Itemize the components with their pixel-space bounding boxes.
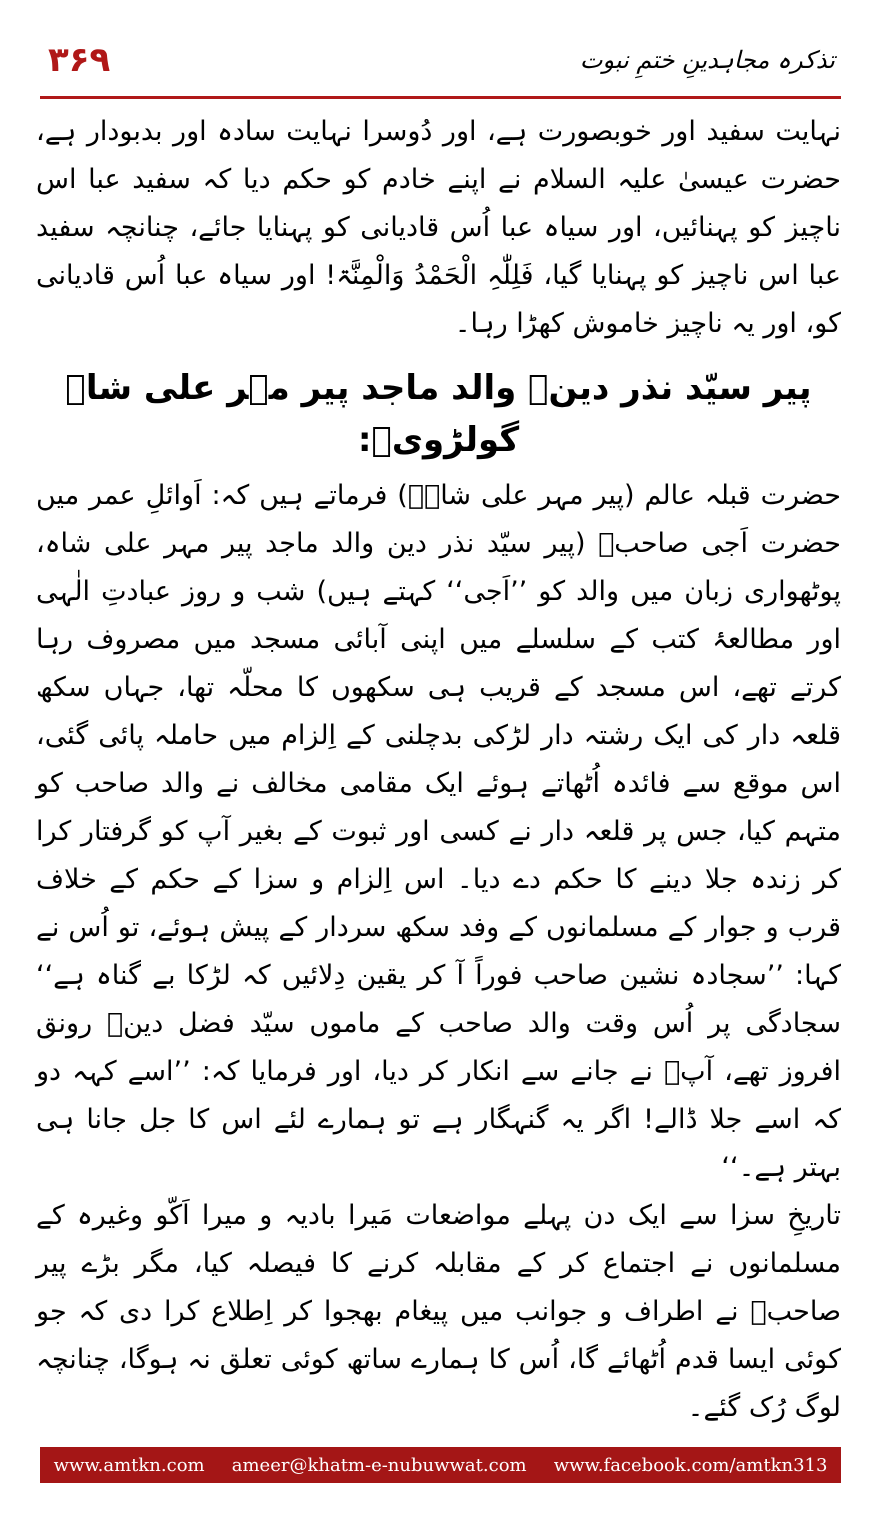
book-title: تذکرہ مجاہدینِ ختمِ نبوت bbox=[579, 46, 835, 74]
page-header bbox=[40, 40, 841, 96]
facebook-link[interactable]: www.facebook.com/amtkn313 bbox=[553, 1454, 828, 1476]
page-number: ۳۶۹ bbox=[48, 40, 111, 80]
page-content bbox=[36, 108, 841, 1432]
email-link[interactable]: ameer@khatm-e-nubuwwat.com bbox=[231, 1454, 527, 1476]
paragraph-3: تاریخِ سزا سے ایک دن پہلے مواضعات مَیرا بادیہ و میرا اَکّو وغیرہ کے مسلمانوں نے اجتماع کر کے مقابلہ کرنے کا فیصلہ کیا، مگر بڑے پیر صاحبؒ نے اطراف و جوانب میں پیغام بھجوا کر اِطلاع کرا دی کہ جو کوئی ایسا قدم اُٹھائے گا، اُس کا ہمارے ساتھ کوئی تعلق نہ ہوگا، چنانچہ لوگ رُک گئے۔ bbox=[36, 1200, 841, 1423]
website-link[interactable]: www.amtkn.com bbox=[53, 1454, 205, 1476]
paragraph-1: نہایت سفید اور خوبصورت ہے، اور دُوسرا نہایت سادہ اور بدبودار ہے، حضرت عیسیٰ علیہ السلام نے اپنے خادم کو حکم دیا کہ سفید عبا اس ناچیز کو پہنائیں، اور سیاہ عبا اُس قادیانی کو پہنایا جائے، چنانچہ سفید عبا اس ناچیز کو پہنایا گیا، فَلِلّٰہِ الْحَمْدُ وَالْمِنَّۃ! اور سیاہ عبا اُس قادیانی کو، اور یہ ناچیز خاموش کھڑا رہا۔ bbox=[36, 116, 841, 339]
page-footer bbox=[40, 1447, 841, 1483]
header-divider bbox=[40, 96, 841, 99]
paragraph-2: حضرت قبلہ عالم (پیر مہر علی شاہؒ) فرماتے ہیں کہ: اَوائلِ عمر میں حضرت اَجی صاحبؒ (پیر سیّد نذر دین والد ماجد پیر مہر علی شاہ، پوٹھواری زبان میں والد کو ’’اَجی‘‘ کہتے ہیں) شب و روز عبادتِ الٰہی اور مطالعۂ کتب کے سلسلے میں اپنی آبائی مسجد میں مصروف رہا کرتے تھے، اس مسجد کے قریب ہی سکھوں کا محلّہ تھا، جہاں سکھ قلعہ دار کی ایک رشتہ دار لڑکی بدچلنی کے اِلزام میں حاملہ پائی گئی، اس موقع سے فائدہ اُٹھاتے ہوئے ایک مقامی مخالف نے والد صاحب کو متہم کیا، جس پر قلعہ دار نے کسی اور ثبوت کے بغیر آپ کو گرفتار کرا کر زندہ جلا دینے کا حکم دے دیا۔ اس اِلزام و سزا کے حکم کے خلاف قرب و جوار کے مسلمانوں کے وفد سکھ سردار کے پیش ہوئے، تو اُس نے کہا: ’’سجادہ نشین صاحب فوراً آ کر یقین دِلائیں کہ لڑکا بے گناہ ہے‘‘ سجادگی پر اُس وقت والد صاحب کے ماموں سیّد فضل دینؒ رونق افروز تھے، آپؒ نے جانے سے انکار کر دیا، اور فرمایا کہ: ’’اسے کہہ دو کہ اسے جلا ڈالے! اگر یہ گنہگار ہے تو ہمارے لئے اس کا جل جانا ہی بہتر ہے۔‘‘ bbox=[36, 480, 841, 1183]
section-heading: پیر سیّد نذر دینؒ والد ماجد پیر مہر علی شاہ گولڑویؒ: bbox=[65, 368, 812, 460]
